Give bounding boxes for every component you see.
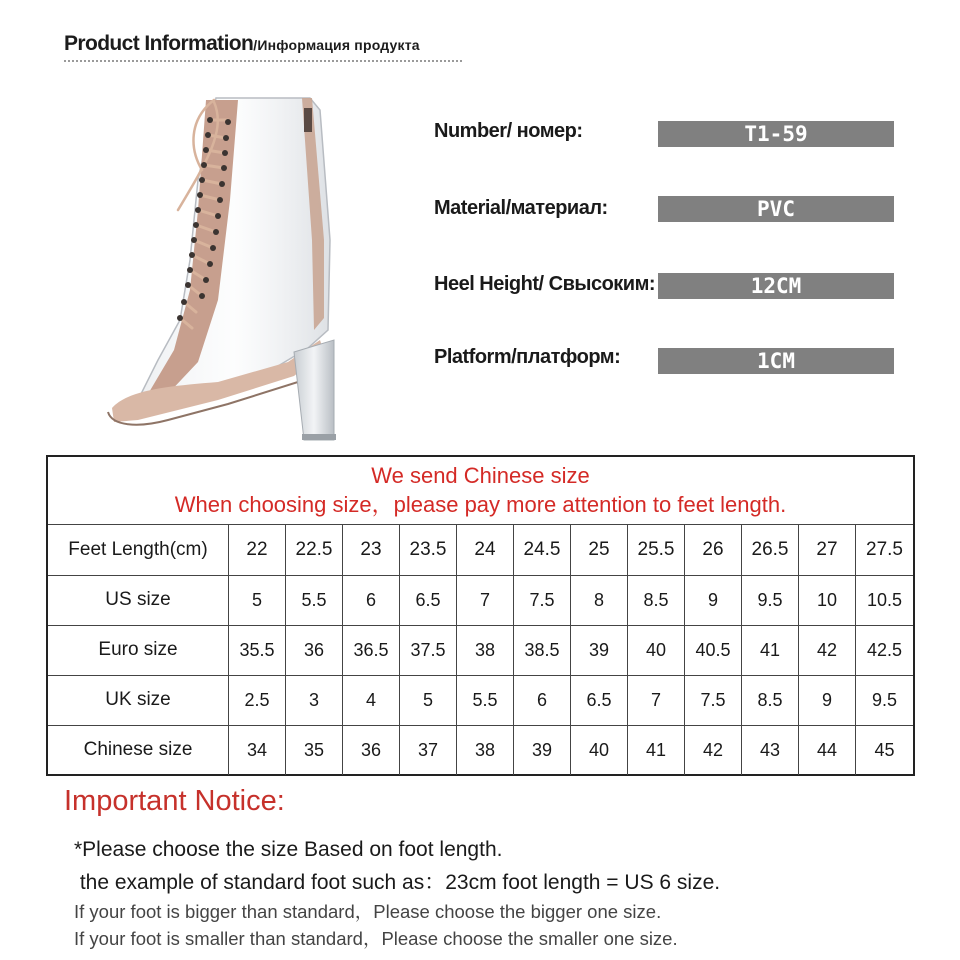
size-cell: 44 xyxy=(798,725,855,775)
size-cell: 3 xyxy=(285,675,342,725)
size-cell: 7.5 xyxy=(513,575,570,625)
size-chart-table xyxy=(46,455,915,776)
size-cell: 6.5 xyxy=(399,575,456,625)
size-table-row xyxy=(48,725,913,775)
size-cell: 43 xyxy=(741,725,798,775)
size-cell: 36 xyxy=(285,625,342,675)
size-cell: 9.5 xyxy=(855,675,913,725)
size-table-row xyxy=(48,675,913,726)
size-cell: 26.5 xyxy=(741,525,798,575)
size-cell: 23 xyxy=(342,525,399,575)
size-cell: 9.5 xyxy=(741,575,798,625)
important-notice-title: Important Notice: xyxy=(64,785,285,817)
size-notice-line2: When choosing size，please pay more attention to feet length. xyxy=(174,492,787,517)
product-photo-boot xyxy=(98,90,368,442)
size-cell: 37.5 xyxy=(399,625,456,675)
spec-value-heel-height: 12CM xyxy=(658,273,894,299)
size-cell: 8.5 xyxy=(627,575,684,625)
size-row-label: Feet Length(cm) xyxy=(68,539,208,560)
size-cell: 36.5 xyxy=(342,625,399,675)
size-cell: 25.5 xyxy=(627,525,684,575)
size-cell: 7 xyxy=(456,575,513,625)
size-cell: 40 xyxy=(627,625,684,675)
size-table-row xyxy=(48,525,913,576)
size-cell: 7 xyxy=(627,675,684,725)
title-en: Product Information xyxy=(64,32,254,55)
spec-value-platform: 1CM xyxy=(658,348,894,374)
size-cell: 38 xyxy=(456,625,513,675)
size-cell: 9 xyxy=(798,675,855,725)
product-info-title xyxy=(64,32,420,56)
size-notice-line1: We send Chinese size xyxy=(371,463,590,488)
spec-label-material: Material/материал: xyxy=(434,197,608,219)
size-cell: 36 xyxy=(342,725,399,775)
size-cell: 41 xyxy=(627,725,684,775)
size-row-label: Euro size xyxy=(98,639,178,660)
size-cell: 7.5 xyxy=(684,675,741,725)
size-row-label: Chinese size xyxy=(83,739,193,760)
spec-value-material: PVC xyxy=(658,196,894,222)
spec-label-platform: Platform/платформ: xyxy=(434,346,621,368)
notice-line-1: *Please choose the size Based on foot length. xyxy=(74,838,503,861)
size-cell: 24.5 xyxy=(513,525,570,575)
size-cell: 6 xyxy=(342,575,399,625)
size-table-row xyxy=(48,575,913,626)
notice-line-4: If your foot is smaller than standard，Please choose the smaller one size. xyxy=(74,928,678,949)
size-cell: 41 xyxy=(741,625,798,675)
size-cell: 5.5 xyxy=(285,575,342,625)
size-table-row xyxy=(48,625,913,676)
header-divider xyxy=(64,60,462,62)
size-cell: 42.5 xyxy=(855,625,913,675)
size-row-label: US size xyxy=(105,589,171,610)
size-cell: 10.5 xyxy=(855,575,913,625)
size-cell: 42 xyxy=(684,725,741,775)
size-cell: 6 xyxy=(513,675,570,725)
size-cell: 10 xyxy=(798,575,855,625)
spec-label-heel-height: Heel Height/ Cвысоким: xyxy=(434,273,656,295)
size-cell: 27 xyxy=(798,525,855,575)
size-cell: 5 xyxy=(228,575,285,625)
notice-line-3: If your foot is bigger than standard，Please choose the bigger one size. xyxy=(74,901,662,922)
size-cell: 8 xyxy=(570,575,627,625)
size-cell: 2.5 xyxy=(228,675,285,725)
size-cell: 42 xyxy=(798,625,855,675)
size-cell: 34 xyxy=(228,725,285,775)
size-cell: 26 xyxy=(684,525,741,575)
notice-line-2: the example of standard foot such as：23cm foot length = US 6 size. xyxy=(74,871,721,894)
spec-label-number: Number/ номер: xyxy=(434,120,583,142)
size-cell: 5 xyxy=(399,675,456,725)
size-cell: 40 xyxy=(570,725,627,775)
size-cell: 27.5 xyxy=(855,525,913,575)
size-row-label: UK size xyxy=(105,689,171,710)
size-cell: 9 xyxy=(684,575,741,625)
size-cell: 4 xyxy=(342,675,399,725)
size-cell: 23.5 xyxy=(399,525,456,575)
size-cell: 35 xyxy=(285,725,342,775)
size-cell: 38 xyxy=(456,725,513,775)
size-cell: 8.5 xyxy=(741,675,798,725)
size-cell: 38.5 xyxy=(513,625,570,675)
size-notice xyxy=(48,457,913,525)
spec-value-number: T1-59 xyxy=(658,121,894,147)
size-cell: 6.5 xyxy=(570,675,627,725)
size-cell: 22 xyxy=(228,525,285,575)
size-cell: 39 xyxy=(570,625,627,675)
size-cell: 22.5 xyxy=(285,525,342,575)
size-cell: 37 xyxy=(399,725,456,775)
size-cell: 25 xyxy=(570,525,627,575)
size-cell: 35.5 xyxy=(228,625,285,675)
size-cell: 39 xyxy=(513,725,570,775)
size-cell: 24 xyxy=(456,525,513,575)
size-cell: 40.5 xyxy=(684,625,741,675)
size-cell: 45 xyxy=(855,725,913,775)
size-cell: 5.5 xyxy=(456,675,513,725)
title-ru: /Информация продукта xyxy=(253,37,420,53)
